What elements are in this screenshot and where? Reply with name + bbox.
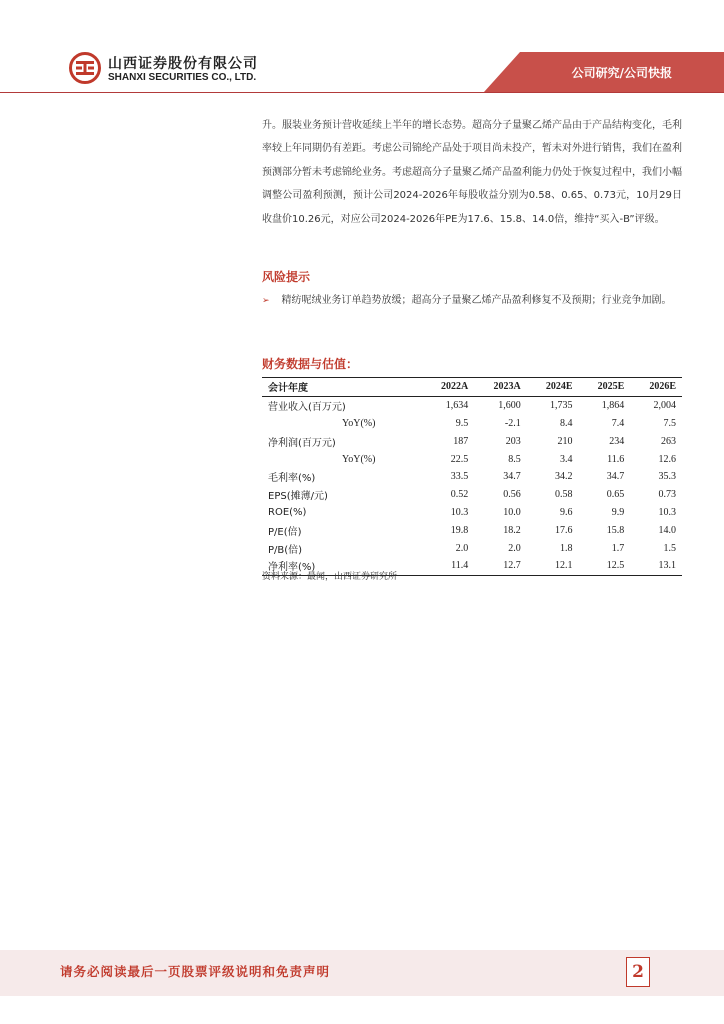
- table-row: [262, 539, 682, 557]
- bullet-arrow-icon: ➢: [262, 296, 270, 306]
- table-row: [262, 521, 682, 539]
- table-cell: 34.7: [503, 471, 521, 483]
- row-label: 净利润(百万元): [268, 437, 336, 449]
- table-header-year: 2025E: [597, 381, 625, 393]
- table-title: 财务数据与估值：: [262, 357, 359, 371]
- page-number: 2: [626, 957, 650, 987]
- table-cell: 18.2: [503, 524, 521, 536]
- row-label: 净利率(%): [268, 562, 316, 574]
- table-cell: 2.0: [455, 542, 469, 554]
- table-cell: 1,864: [601, 400, 625, 412]
- table-cell: 12.7: [503, 560, 521, 572]
- table-cell: 8.5: [508, 453, 521, 465]
- body-paragraph: 升。服装业务预计营收延续上半年的增长态势。超高分子量聚乙烯产品由于产品结构变化，毛利率较上年同期仍有差距。考虑公司锦纶产品处于项目尚未投产，暂未对外进行销售，我们在盈利预测部分暂未考虑锦纶业务。考虑超高分子量聚乙烯产品盈利能力仍处于恢复过程中，我们小幅调整公司盈利预测，预计公司2024-2026年每股收益分别为0.58、0.65、0.73元，10月29日收盘价10.26元，对应公司2024-2026年PE为17.6、15.8、14.0倍，维持“买入-B”评级。: [262, 120, 682, 225]
- table-header-label: 会计年度: [268, 383, 308, 395]
- table-cell: 1.5: [663, 542, 676, 554]
- table-row: [262, 468, 682, 486]
- table-cell: 0.73: [658, 489, 676, 501]
- table-cell: 0.56: [503, 489, 521, 501]
- data-source-note: 资料来源：最闻，山西证券研究所: [262, 572, 398, 582]
- table-cell: 12.1: [555, 560, 573, 572]
- row-label: 毛利率(%): [268, 473, 316, 485]
- table-cell: 10.0: [503, 506, 521, 518]
- table-cell: 203: [505, 435, 521, 447]
- table-row: [262, 432, 682, 450]
- company-name-cn: 山西证券股份有限公司: [108, 56, 258, 72]
- financial-table: [262, 377, 682, 576]
- row-label: YoY(%): [342, 453, 376, 465]
- risk-section-title: 风险提示: [262, 270, 311, 284]
- footer-disclaimer: 请务必阅读最后一页股票评级说明和免责声明: [60, 964, 331, 979]
- table-cell: 0.65: [606, 489, 625, 501]
- table-header-year: 2023A: [493, 381, 521, 393]
- table-cell: 2,004: [653, 400, 676, 412]
- row-label: YoY(%): [342, 417, 376, 429]
- table-cell: 210: [557, 435, 573, 447]
- report-category: 公司研究/公司快报: [571, 66, 672, 80]
- table-cell: 8.4: [560, 417, 573, 429]
- page-header: [0, 0, 724, 96]
- table-header-year: 2024E: [545, 381, 573, 393]
- table-cell: 9.5: [455, 417, 469, 429]
- table-cell: 33.5: [450, 471, 469, 483]
- table-cell: 234: [609, 435, 625, 447]
- table-cell: 11.4: [451, 560, 469, 572]
- row-label: ROE(%): [268, 506, 307, 518]
- table-cell: 1,600: [498, 400, 521, 412]
- table-cell: 14.0: [658, 524, 676, 536]
- table-cell: 0.58: [555, 489, 573, 501]
- table-row: [262, 415, 682, 433]
- table-cell: 34.7: [606, 471, 625, 483]
- table-cell: 10.3: [658, 506, 676, 518]
- table-cell: 34.2: [555, 471, 573, 483]
- table-header-year: 2022A: [441, 381, 469, 393]
- table-cell: 13.1: [658, 560, 676, 572]
- table-cell: 17.6: [555, 524, 573, 536]
- table-cell: 3.4: [560, 453, 573, 465]
- table-cell: 7.5: [663, 417, 676, 429]
- table-cell: 9.6: [560, 506, 573, 518]
- table-row: [262, 450, 682, 468]
- table-cell: 9.9: [611, 506, 625, 518]
- table-row: [262, 486, 682, 504]
- table-cell: 7.4: [611, 417, 625, 429]
- table-cell: 22.5: [450, 453, 469, 465]
- company-name-en: SHANXI SECURITIES CO., LTD.: [108, 72, 257, 83]
- table-cell: 1.7: [611, 542, 625, 554]
- table-cell: 0.52: [450, 489, 469, 501]
- table-header-year: 2026E: [649, 381, 676, 393]
- table-row: [262, 396, 682, 414]
- row-label: EPS(摊薄/元): [268, 491, 328, 503]
- table-cell: 10.3: [450, 506, 469, 518]
- table-cell: 35.3: [658, 471, 676, 483]
- table-cell: 19.8: [450, 524, 469, 536]
- table-header-row: [262, 378, 682, 397]
- table-cell: 1,735: [550, 400, 573, 412]
- table-cell: 263: [661, 435, 676, 447]
- table-cell: 1.8: [560, 542, 573, 554]
- row-label: P/B(倍): [268, 544, 303, 556]
- table-cell: 15.8: [606, 524, 625, 536]
- risk-item: [262, 290, 682, 312]
- header-divider: [0, 92, 724, 93]
- row-label: P/E(倍): [268, 526, 302, 538]
- table-cell: 1,634: [445, 400, 469, 412]
- table-cell: 2.0: [508, 542, 521, 554]
- table-cell: 187: [453, 435, 469, 447]
- risk-text: 精纺呢绒业务订单趋势放缓；超高分子量聚乙烯产品盈利修复不及预期；行业竞争加剧。: [281, 295, 672, 306]
- row-label: 营业收入(百万元): [268, 402, 346, 414]
- table-cell: -2.1: [504, 417, 521, 429]
- table-row: [262, 504, 682, 522]
- table-cell: 12.6: [658, 453, 676, 465]
- table-cell: 11.6: [607, 453, 625, 465]
- table-cell: 12.5: [606, 560, 625, 572]
